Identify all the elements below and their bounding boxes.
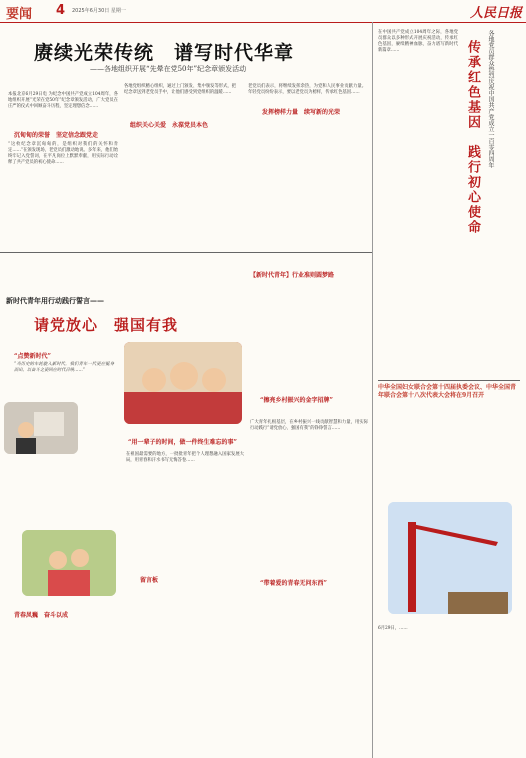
- masthead-logo: 人民日报: [470, 6, 523, 21]
- main-headline: 赓续光荣传统 谱写时代华章: [34, 42, 295, 64]
- feature-heading-d: “带着爱的青春无问东西”: [260, 580, 327, 587]
- column-divider: [372, 22, 373, 758]
- subhead-3: 发挥榜样力量 续写新的光荣: [262, 109, 341, 116]
- crane-photo: [388, 502, 512, 614]
- page-number: 4: [56, 3, 66, 18]
- feature-heading-c: “擦亮乡村振兴的金字招牌”: [260, 397, 333, 404]
- field-photo: [22, 530, 116, 596]
- section-qingchun: 青春凤巍 奋斗以成: [14, 612, 69, 619]
- article-col-3: 老党员们表示，将继续发挥余热，为党和人民事业贡献力量。年轻党员纷纷表示，要以老党员为榜样，传承红色基因……: [248, 84, 366, 96]
- section-liuyan: 留言板: [140, 577, 159, 584]
- right-article: 在中国共产党成立104周年之际，各地党员群众以多种形式开展庆祝活动，传承红色基因，赓续精神血脉，奋力谱写新时代新篇章……: [378, 30, 458, 54]
- right-vertical-title: 传承红色基因 践行初心使命: [465, 40, 480, 235]
- article-col-1: 本报北京6月29日电 为纪念中国共产党成立104周年，各地组织开展“光荣在党50年”纪念章颁发活动，广大党员在庄严的仪式中回顾奋斗历程，坚定理想信念……: [8, 92, 118, 110]
- feature-heading-b: “用一辈子的时间，做一件终生难忘的事”: [128, 439, 237, 446]
- divider: [0, 252, 372, 253]
- subhead-2: 组织关心关爱 永葆党员本色: [130, 122, 209, 129]
- right-caption: 6月29日，……: [378, 626, 408, 631]
- feature-kicker-b: 【新时代青年】行业准则圆梦路: [250, 272, 335, 279]
- students-photo: [124, 342, 242, 424]
- subhead-1: 沉甸甸的荣誉 坚定信念跟党走: [14, 132, 99, 139]
- meeting-title: 中华全国妇女联合会第十四届执委会议、中华全国青年联合会第十八次代表大会将在9月召开: [378, 384, 517, 399]
- feature-heading-a: “点赞新时代”: [14, 353, 51, 360]
- feature-col-c: 广大青年扎根基层，在乡村振兴一线贡献智慧和力量，用实际行动践行“请党放心、强国有我”的铮铮誓言……: [250, 420, 368, 432]
- classroom-photo: [4, 402, 78, 454]
- section-name: 要闻: [6, 7, 33, 22]
- main-subtitle: ——各地组织开展“先晕在党50年”纪念章颁发活动: [90, 65, 247, 73]
- feature-kicker: 新时代青年用行动践行誓言——: [6, 296, 104, 305]
- article-col-1b: “这枚纪念章沉甸甸的，是组织对我们的关怀和肯定……”在颁发现场，老党员们激动地说。多年来，他们始终牢记入党誓词，在平凡岗位上默默奉献，用实际行动诠释了共产党员的初心使命……: [8, 142, 118, 166]
- right-vertical-sub: 各地党员群众热烈庆祝中国共产党成立一百零四周年: [487, 30, 494, 168]
- quote-block: “当历史的车轮驶入新时代，我们青年一代更应挺身而出，以奋斗之姿回应时代召唤……”: [14, 362, 114, 374]
- feature-col-b: 在祖国最需要的地方，一批批青年把个人理想融入国家发展大局，用青春和汗水书写无悔答卷……: [126, 452, 244, 464]
- right-divider: [378, 380, 520, 381]
- issue-date: 2025年6月30日 星期一: [72, 8, 126, 14]
- feature-title: 请党放心 强国有我: [34, 316, 179, 334]
- article-col-2: 各地党组织精心组织，通过上门颁发、集中颁发等形式，把纪念章送到老党员手中，让他们感受到党组织的温暖……: [124, 84, 236, 96]
